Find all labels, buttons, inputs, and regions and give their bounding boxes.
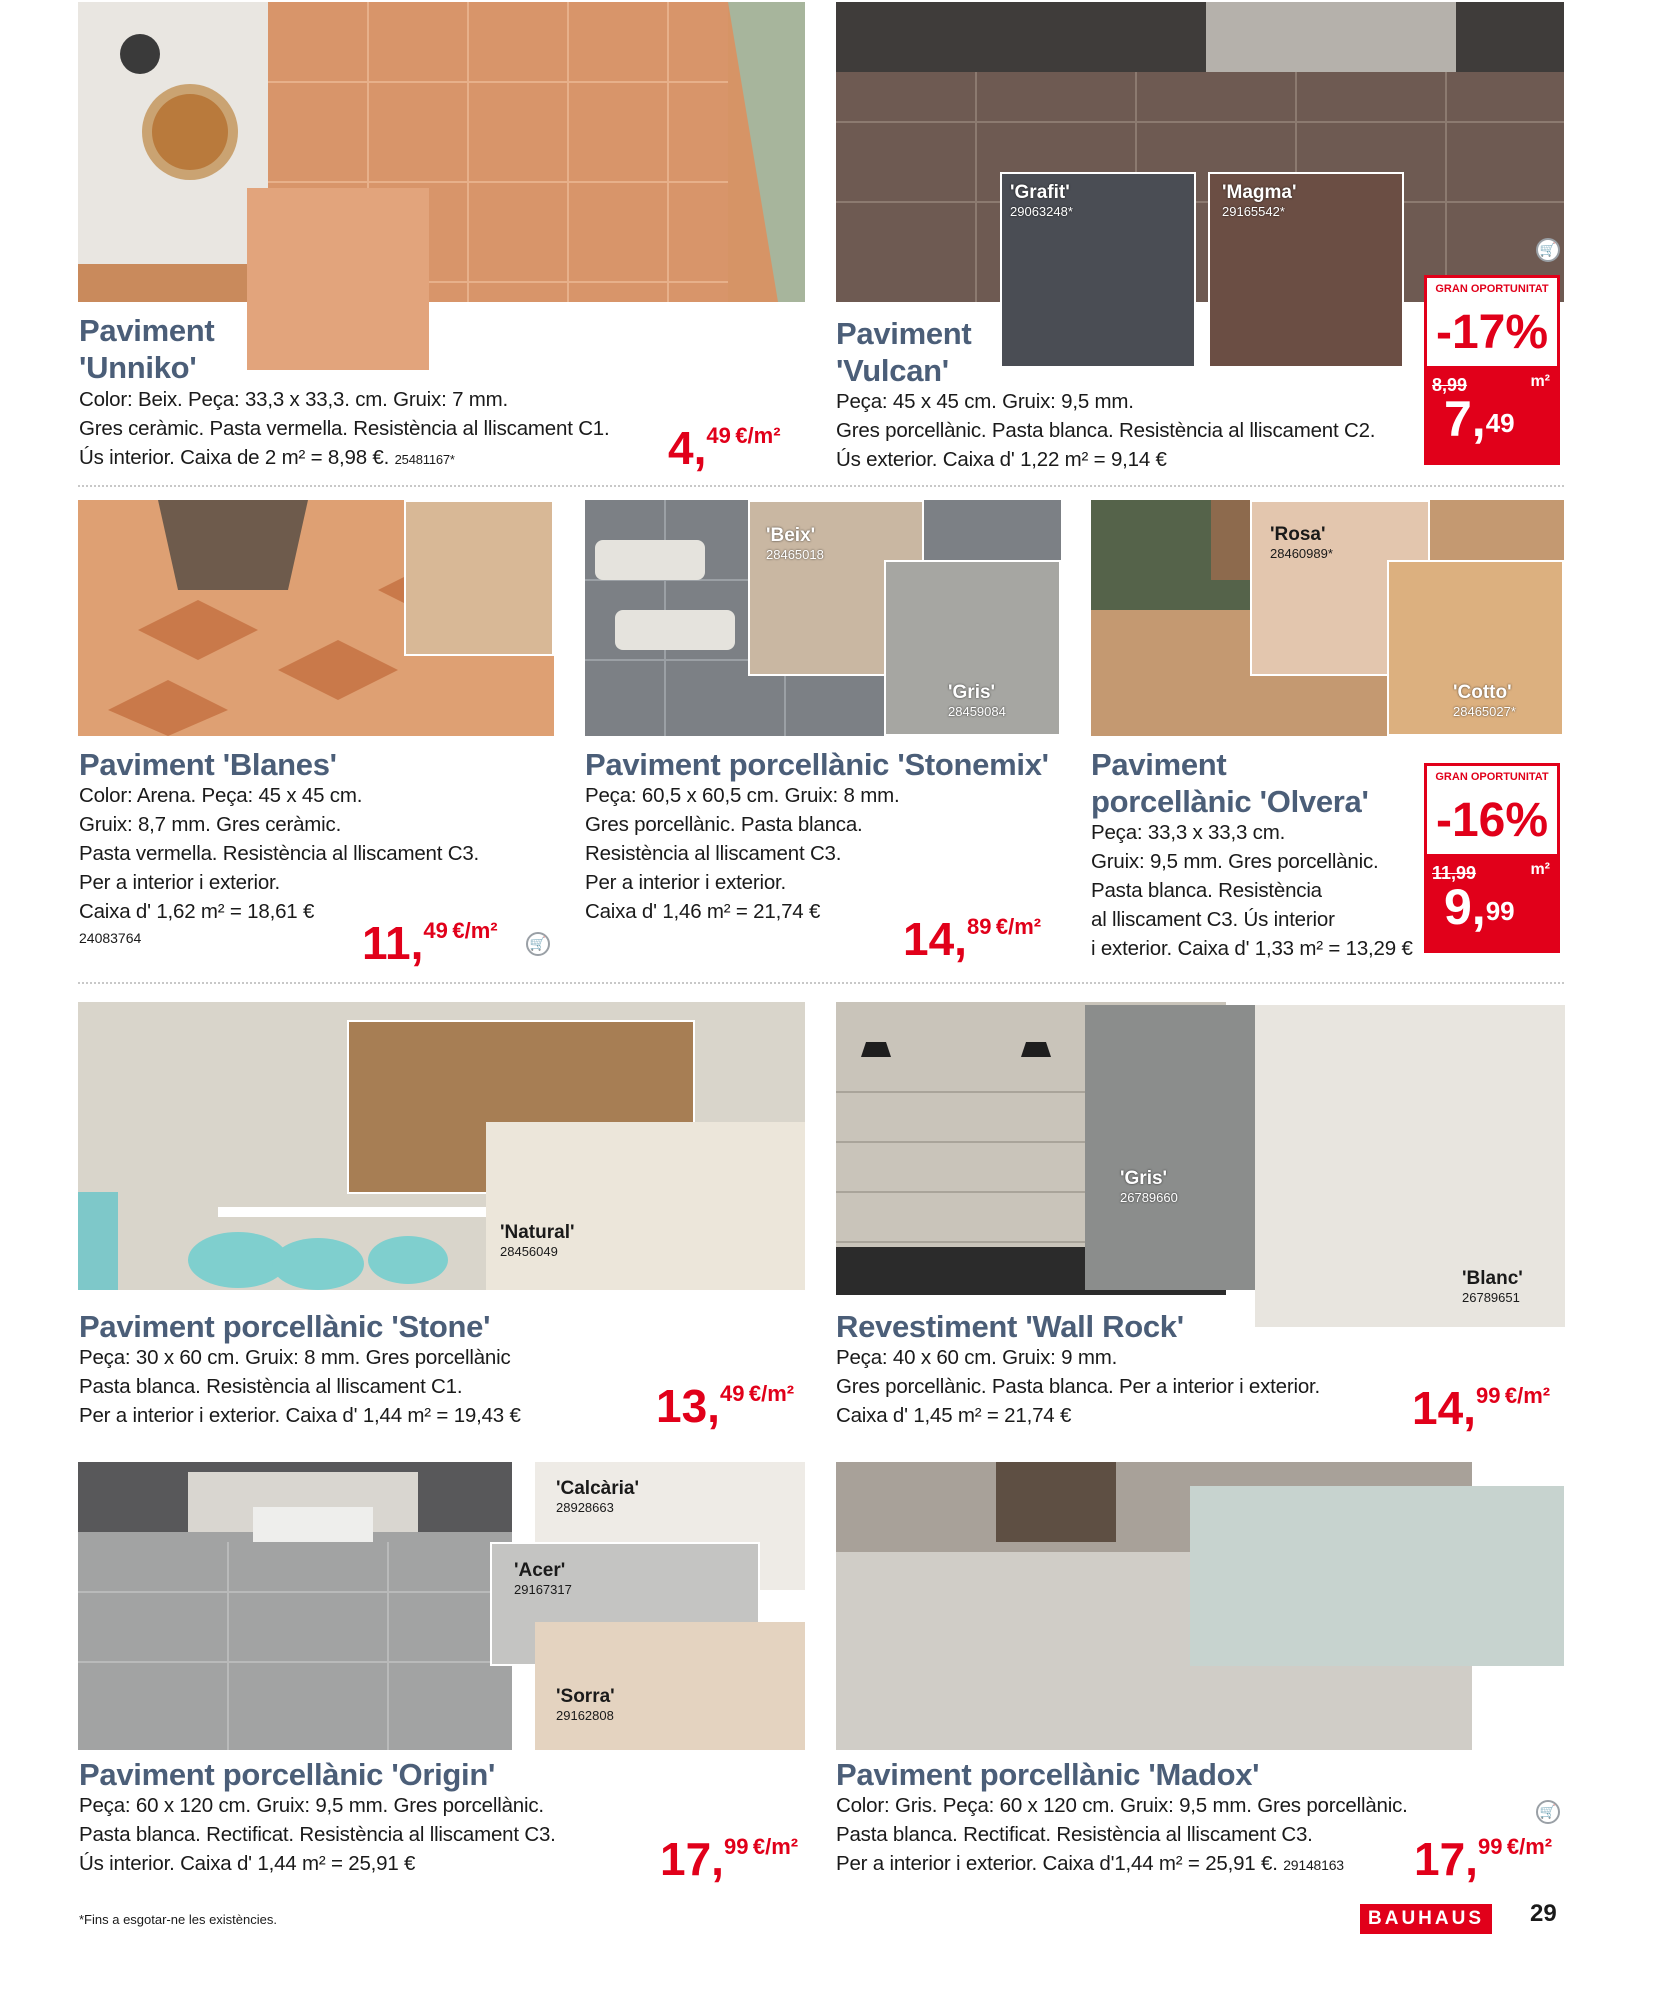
price-unit: €/m² — [1504, 1383, 1551, 1408]
price-integer: 11, — [362, 917, 424, 969]
desc-line: al lliscament C3. Ús interior — [1091, 908, 1335, 931]
price-decimals: 49 — [706, 423, 731, 448]
page-number: 29 — [1530, 1900, 1557, 1927]
price-decimals: 99 — [1475, 1383, 1501, 1408]
blanes-code: 24083764 — [79, 930, 142, 946]
stone-price — [656, 1380, 795, 1432]
price-integer: 14, — [1412, 1382, 1476, 1434]
price-decimals: 99 — [723, 1834, 749, 1859]
divider — [78, 485, 1564, 487]
vulcan-description — [836, 387, 1375, 474]
desc-line: Pasta blanca. Resistència al lliscament C1. — [79, 1375, 463, 1398]
price-decimals: 49 — [423, 918, 448, 943]
divider — [78, 982, 1564, 984]
unniko-photo — [78, 2, 805, 302]
wallrock-description — [836, 1343, 1320, 1430]
stonemix-title: Paviment porcellànic 'Stonemix' — [585, 747, 1049, 782]
wallrock-swatch-gris-label: 'Gris' 26789660 — [1120, 1168, 1178, 1205]
wallrock-price — [1412, 1382, 1551, 1434]
olvera-description — [1091, 818, 1413, 963]
price-unit: €/m² — [735, 423, 781, 448]
desc-line: Caixa d' 1,62 m² = 18,61 € — [79, 900, 315, 923]
vulcan-swatch-magma-label: 'Magma' 29165542* — [1222, 182, 1297, 219]
footnote: *Fins a esgotar-ne les existències. — [79, 1912, 277, 1927]
desc-line: Color: Arena. Peça: 45 x 45 cm. — [79, 784, 363, 807]
desc-line: Pasta blanca. Resistència — [1091, 879, 1322, 902]
desc-line: Gruix: 9,5 mm. Gres porcellànic. — [1091, 850, 1379, 873]
price-unit: €/m² — [452, 918, 498, 943]
price-decimals: 89 — [966, 914, 992, 939]
desc-line: Pasta vermella. Resistència al lliscament C3. — [79, 842, 480, 865]
stone-title: Paviment porcellànic 'Stone' — [79, 1309, 491, 1344]
olvera-title-line2: porcellànic 'Olvera' — [1091, 784, 1369, 819]
desc-line: Peça: 33,3 x 33,3 cm. — [1091, 821, 1286, 844]
cart-icon[interactable]: 🛒 — [1536, 238, 1560, 262]
madox-swatch — [1190, 1486, 1564, 1666]
unniko-title-line2: 'Unniko' — [79, 350, 197, 385]
stonemix-swatch-gris-label: 'Gris' 28459084 — [948, 682, 1006, 719]
price-integer: 13, — [656, 1380, 720, 1432]
desc-line: Pasta blanca. Rectificat. Resistència al lliscament C3. — [79, 1823, 556, 1846]
olvera-swatch-cotto-label: 'Cotto' 28465027* — [1453, 682, 1516, 719]
desc-line: Caixa d' 1,45 m² = 21,74 € — [836, 1404, 1072, 1427]
badge-discount: -16% — [1427, 788, 1557, 854]
price-decimals: 49 — [719, 1381, 745, 1406]
desc-line: Pasta blanca. Rectificat. Resistència al lliscament C3. — [836, 1823, 1313, 1846]
unniko-price — [668, 422, 781, 474]
desc-line: Gres porcellànic. Pasta blanca. Resistència al lliscament C2. — [836, 419, 1376, 442]
vulcan-swatch-grafit-label: 'Grafit' 29063248* — [1010, 182, 1073, 219]
product-code: 25481167* — [394, 452, 455, 467]
vulcan-photo — [836, 2, 1564, 302]
badge-old-price: 8,99 — [1432, 375, 1468, 395]
desc-line: Caixa d' 1,46 m² = 21,74 € — [585, 900, 821, 923]
price-unit: €/m² — [1506, 1834, 1553, 1859]
price-integer: 17, — [660, 1833, 724, 1885]
price-integer: 4, — [668, 422, 707, 474]
vulcan-title-line2: 'Vulcan' — [836, 353, 949, 388]
unniko-title — [79, 312, 214, 386]
unniko-description — [79, 385, 610, 474]
desc-line: Per a interior i exterior. — [79, 871, 281, 894]
badge-label: GRAN OPORTUNITAT — [1427, 766, 1557, 788]
desc-line: Per a interior i exterior. Caixa d' 1,44 m² = 19,43 € — [79, 1404, 521, 1427]
olvera-swatch-rosa-label: 'Rosa' 28460989* — [1270, 524, 1333, 561]
unniko-swatch — [247, 188, 429, 370]
vulcan-discount-badge — [1424, 275, 1560, 465]
desc-line: Per a interior i exterior. — [585, 871, 787, 894]
stonemix-swatch-beix-label: 'Beix' 28465018 — [766, 525, 824, 562]
blanes-swatch — [404, 500, 554, 656]
desc-line: Peça: 40 x 60 cm. Gruix: 9 mm. — [836, 1346, 1118, 1369]
vulcan-title-line1: Paviment — [836, 316, 972, 351]
desc-line: Peça: 45 x 45 cm. Gruix: 9,5 mm. — [836, 390, 1134, 413]
price-integer: 14, — [903, 913, 967, 965]
stone-swatch-natural-label: 'Natural' 28456049 — [500, 1222, 575, 1259]
wallrock-swatch-blanc-label: 'Blanc' 26789651 — [1462, 1268, 1523, 1305]
origin-swatch-acer-label: 'Acer' 29167317 — [514, 1560, 572, 1597]
desc-line: Resistència al lliscament C3. — [585, 842, 842, 865]
desc-line: Gruix: 8,7 mm. Gres ceràmic. — [79, 813, 342, 836]
stonemix-price — [903, 913, 1042, 965]
wallrock-title: Revestiment 'Wall Rock' — [836, 1309, 1184, 1344]
price-decimals: 99 — [1477, 1834, 1503, 1859]
badge-label: GRAN OPORTUNITAT — [1427, 278, 1557, 300]
madox-title: Paviment porcellànic 'Madox' — [836, 1757, 1260, 1792]
desc-line: Gres porcellànic. Pasta blanca. Per a interior i exterior. — [836, 1375, 1321, 1398]
badge-new-price: 7,49 — [1444, 391, 1515, 447]
desc-line: Ús interior. Caixa de 2 m² = 8,98 €. 25481167* — [79, 446, 455, 469]
badge-unit: m² — [1530, 861, 1550, 878]
cart-icon[interactable]: 🛒 — [1536, 1800, 1560, 1824]
stone-swatch-natural — [486, 1122, 805, 1290]
badge-discount: -17% — [1427, 300, 1557, 366]
price-unit: €/m² — [995, 914, 1042, 939]
madox-description — [836, 1791, 1408, 1880]
cart-icon[interactable]: 🛒 — [526, 932, 550, 956]
brand-logo: BAUHAUS — [1360, 1904, 1492, 1934]
wallrock-swatch-gris — [1085, 1005, 1255, 1290]
blanes-description — [79, 781, 479, 926]
origin-photo — [78, 1462, 512, 1750]
blanes-price — [362, 917, 498, 969]
desc-line: Gres porcellànic. Pasta blanca. — [585, 813, 863, 836]
origin-swatch-sorra-label: 'Sorra' 29162808 — [556, 1686, 615, 1723]
desc-line: Color: Gris. Peça: 60 x 120 cm. Gruix: 9,5 mm. Gres porcellànic. — [836, 1794, 1408, 1817]
desc-line: Ús interior. Caixa d' 1,44 m² = 25,91 € — [79, 1852, 416, 1875]
origin-title: Paviment porcellànic 'Origin' — [79, 1757, 496, 1792]
desc-line: Color: Beix. Peça: 33,3 x 33,3. cm. Gruix: 7 mm. — [79, 388, 509, 411]
badge-new-price: 9,99 — [1444, 879, 1515, 935]
origin-price — [660, 1833, 799, 1885]
stonemix-description — [585, 781, 899, 926]
badge-old-price: 11,99 — [1432, 863, 1477, 883]
product-code: 29148163 — [1283, 1857, 1344, 1873]
blanes-title: Paviment 'Blanes' — [79, 747, 337, 782]
desc-line: Peça: 60,5 x 60,5 cm. Gruix: 8 mm. — [585, 784, 900, 807]
price-unit: €/m² — [748, 1381, 795, 1406]
badge-unit: m² — [1530, 373, 1550, 390]
origin-swatch-calcaria-label: 'Calcària' 28928663 — [556, 1478, 639, 1515]
desc-line: i exterior. Caixa d' 1,33 m² = 13,29 € — [1091, 937, 1413, 960]
desc-line: Peça: 60 x 120 cm. Gruix: 9,5 mm. Gres porcellànic. — [79, 1794, 544, 1817]
vulcan-title — [836, 315, 971, 389]
desc-line: Peça: 30 x 60 cm. Gruix: 8 mm. Gres porcellànic — [79, 1346, 511, 1369]
desc-line: Gres ceràmic. Pasta vermella. Resistència al lliscament C1. — [79, 417, 610, 440]
olvera-title-line1: Paviment — [1091, 747, 1227, 782]
price-unit: €/m² — [752, 1834, 799, 1859]
desc-line: Ús exterior. Caixa d' 1,22 m² = 9,14 € — [836, 448, 1167, 471]
olvera-discount-badge — [1424, 763, 1560, 953]
stone-description — [79, 1343, 521, 1430]
unniko-title-line1: Paviment — [79, 313, 215, 348]
price-integer: 17, — [1414, 1833, 1478, 1885]
olvera-title — [1091, 746, 1369, 820]
origin-description — [79, 1791, 556, 1878]
desc-line: Per a interior i exterior. Caixa d'1,44 m² = 25,91 €. 29148163 — [836, 1852, 1344, 1875]
madox-price — [1414, 1833, 1553, 1885]
